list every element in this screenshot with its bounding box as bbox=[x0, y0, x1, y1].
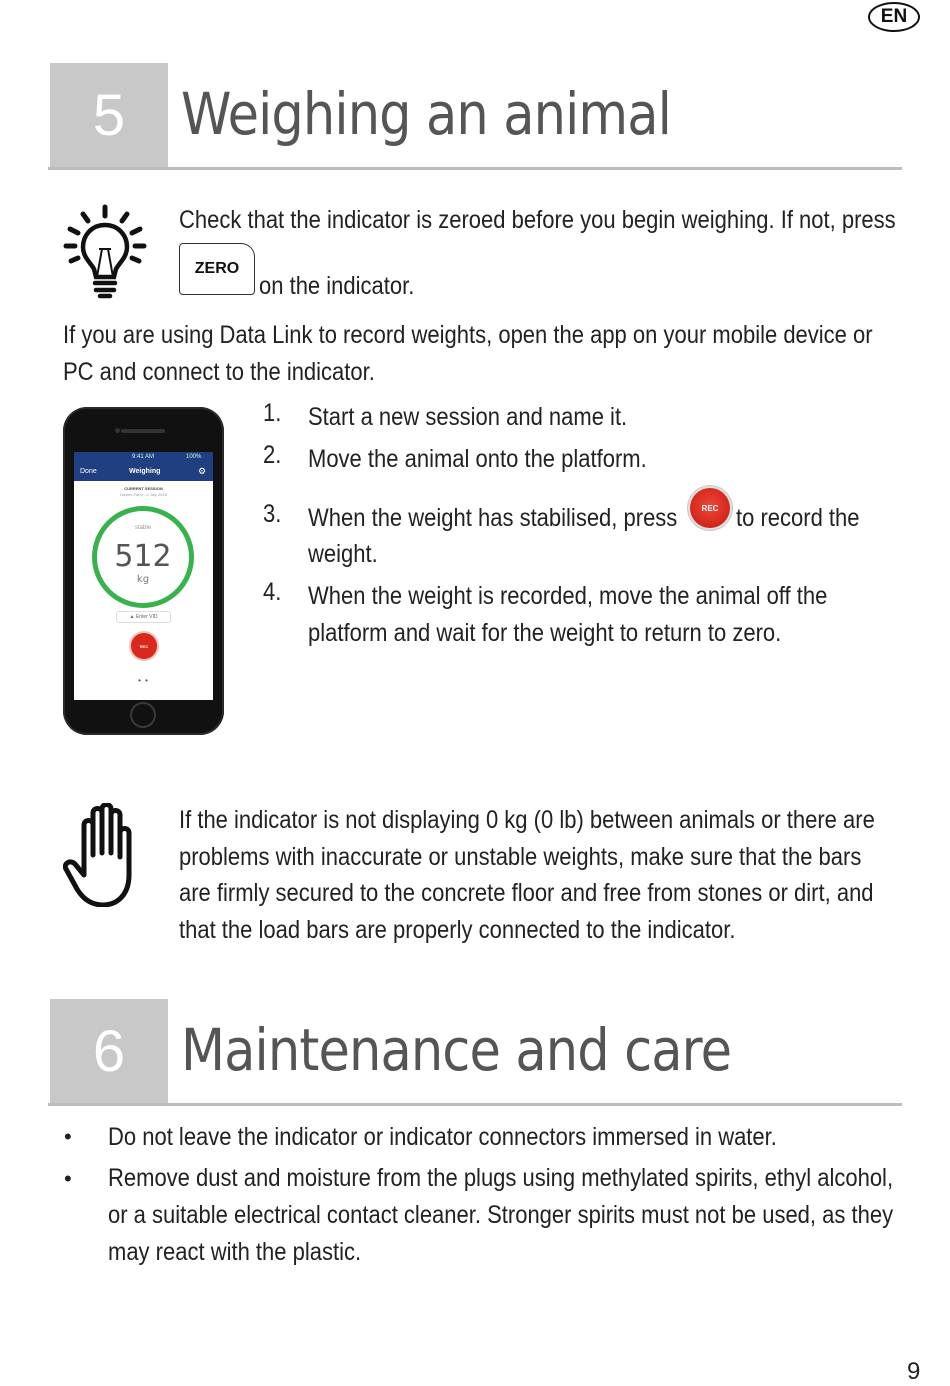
home-button bbox=[130, 702, 156, 728]
section-rule-6 bbox=[48, 1103, 902, 1106]
step-number-1: 1. bbox=[263, 399, 282, 427]
vid-placeholder: Enter VID bbox=[135, 614, 158, 620]
bullet-text-2-line1: Remove dust and moisture from the plugs using methylated spirits, ethyl alcohol, bbox=[108, 1164, 894, 1192]
step-text-3-line2: weight. bbox=[308, 540, 378, 568]
step-text-3-before: When the weight has stabilised, press bbox=[308, 504, 678, 532]
phone-screen bbox=[74, 452, 213, 700]
datalink-text-line1: If you are using Data Link to record weights, open the app on your mobile device or bbox=[63, 321, 873, 349]
bullet-text-1: Do not leave the indicator or indicator connectors immersed in water. bbox=[108, 1123, 777, 1151]
language-badge: EN bbox=[868, 2, 920, 32]
weight-value: 512 bbox=[114, 539, 172, 574]
section-title-5: Weighing an animal bbox=[181, 80, 671, 148]
warning-text-line1: If the indicator is not displaying 0 kg (0 lb) between animals or there are bbox=[179, 806, 875, 834]
tag-icon: ▲ bbox=[129, 614, 136, 620]
screen-title: Weighing bbox=[129, 468, 161, 475]
camera-dot bbox=[115, 428, 120, 433]
warning-text-line3: are firmly secured to the concrete floor and free from stones or dirt, and bbox=[179, 879, 874, 907]
phone-rec-button: REC bbox=[131, 633, 157, 659]
status-battery: 100% bbox=[186, 454, 202, 460]
phone-status-bar bbox=[74, 452, 213, 463]
datalink-text-line2: PC and connect to the indicator. bbox=[63, 358, 375, 386]
step-text-4-line1: When the weight is recorded, move the animal off the bbox=[308, 582, 828, 610]
page-number: 9 bbox=[907, 1358, 921, 1385]
vid-input bbox=[116, 611, 171, 623]
section-title-6: Maintenance and care bbox=[181, 1016, 732, 1084]
step-number-4: 4. bbox=[263, 578, 282, 606]
section-rule-5 bbox=[48, 167, 902, 170]
rec-button-icon: REC bbox=[690, 488, 730, 528]
section-number-5: 5 bbox=[50, 63, 168, 167]
zero-button-icon: ZERO bbox=[179, 243, 255, 295]
settings-gear-icon: ⚙ bbox=[198, 466, 207, 476]
session-name: Davies Farm - 2 July 2018 bbox=[120, 492, 167, 497]
weight-gauge bbox=[92, 506, 194, 608]
session-label: CURRENT SESSION bbox=[124, 486, 163, 491]
weight-state: stable bbox=[134, 525, 151, 531]
phone-illustration bbox=[63, 407, 224, 735]
stop-hand-icon bbox=[63, 803, 151, 907]
bullet-text-2-line3: may react with the plastic. bbox=[108, 1238, 362, 1266]
step-text-1: Start a new session and name it. bbox=[308, 403, 628, 431]
step-number-3: 3. bbox=[263, 500, 282, 528]
step-text-2: Move the animal onto the platform. bbox=[308, 445, 647, 473]
bullet-marker-2: • bbox=[64, 1166, 72, 1191]
phone-app-bar bbox=[74, 463, 213, 481]
page-dots: • • bbox=[138, 676, 149, 685]
tip-text-line2: on the indicator. bbox=[259, 272, 415, 300]
bullet-text-2-line2: or a suitable electrical contact cleaner. Stronger spirits must not be used, as they bbox=[108, 1201, 894, 1229]
lightbulb-icon bbox=[63, 203, 147, 299]
tip-text-line1: Check that the indicator is zeroed before you begin weighing. If not, press bbox=[179, 206, 896, 234]
done-button: Done bbox=[80, 468, 97, 475]
weight-unit: kg bbox=[136, 574, 150, 585]
warning-text-line4: that the load bars are properly connected to the indicator. bbox=[179, 916, 736, 944]
warning-text-line2: problems with inaccurate or unstable weights, make sure that the bars bbox=[179, 843, 862, 871]
step-text-4-line2: platform and wait for the weight to return to zero. bbox=[308, 619, 782, 647]
step-number-2: 2. bbox=[263, 441, 282, 469]
speaker-grille bbox=[121, 429, 165, 433]
section-number-6: 6 bbox=[50, 999, 168, 1103]
bullet-marker-1: • bbox=[64, 1124, 72, 1149]
status-time: 9:41 AM bbox=[132, 454, 155, 460]
step-text-3-after: to record the bbox=[736, 504, 860, 532]
